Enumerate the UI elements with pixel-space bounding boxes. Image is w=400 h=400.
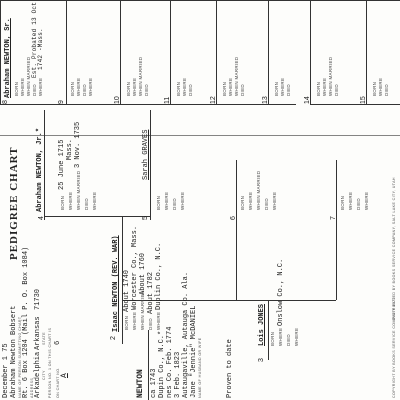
person2-number: 2	[110, 336, 117, 340]
person3-died-where-label: WHERE	[294, 327, 299, 346]
person10-line	[120, 0, 121, 105]
person1-line-5: Autaugaville, Autauga Co. Ala.	[182, 271, 190, 398]
person6-died-label: DIED	[264, 198, 269, 210]
person10-died-label: DIED	[144, 84, 149, 96]
submitter-date: December 1 75	[2, 343, 10, 398]
person5-number: 5	[142, 216, 149, 220]
person7-born-label: BORN	[340, 195, 345, 210]
person14-died-label: DIED	[334, 84, 339, 96]
person1-line-4: 3 Feb. 1823	[174, 351, 182, 398]
person9-number: 9	[58, 100, 65, 104]
chart-number-caption: PERSON NO. 1 ON THIS CHART IS	[48, 327, 52, 398]
person9-line	[66, 0, 67, 105]
copyright-note: COPYRIGHT BY BOOKS SERVICE COMPANY 1972	[392, 297, 396, 398]
person14-line	[310, 0, 311, 105]
person6-where-label: WHERE	[248, 191, 253, 210]
person3-born-label: BORN	[270, 331, 275, 346]
person1-line-3: nes Co. Feb. 1774	[166, 326, 174, 398]
person8-number: 8	[2, 100, 9, 104]
person5-name: Sarah GRAVES	[142, 129, 150, 180]
person3-number: 3	[258, 358, 265, 362]
person9-died-label: DIED	[82, 84, 87, 96]
person10-born-label: BORN	[126, 81, 131, 96]
submitter-address: Rt. 6 Box 1204 (Mail P. O. Box 1084)	[22, 246, 30, 398]
chart-number-suffix: ON CHART NO.	[56, 367, 60, 398]
person14-married-label: WHEN MARRIED	[328, 56, 333, 96]
person1-surname-text: NEWTON	[136, 369, 145, 398]
person6-born-label: BORN	[240, 195, 245, 210]
person2-died-where-label: WHERE	[156, 311, 161, 330]
person8-name: Abraham NEWTON, Sr.	[4, 18, 12, 98]
person1-line-1: ca 1743	[150, 368, 158, 398]
person9-died-where-label: WHERE	[88, 77, 93, 96]
person1-line-6: Jane "Jennie" McDANIEL	[190, 305, 198, 398]
person11-line	[170, 0, 171, 105]
person10-married-label: WHEN MARRIED	[138, 56, 143, 96]
person11-born-label: BORN	[176, 81, 181, 96]
person9-born-label: BORN	[70, 81, 75, 96]
chart-title: PEDIGREE CHART	[8, 146, 20, 260]
submitter-name: Abraham Newton Bobsert	[10, 305, 18, 398]
person2-died: About 1782	[147, 271, 155, 314]
person7-number: 7	[330, 216, 337, 220]
person4-number: 4	[38, 216, 45, 220]
person4-where-label: WHERE	[68, 191, 73, 210]
submitter-address-caption: ADDRESS	[30, 377, 34, 398]
person4-married-label: WHEN MARRIED	[76, 170, 81, 210]
person12-line	[216, 0, 217, 105]
person1-proven: Proven to date	[226, 339, 234, 398]
gen4-mid-rule	[0, 135, 400, 136]
person3-name: Lois JONES	[258, 303, 266, 346]
person4-line	[44, 110, 45, 220]
person4-died-label: DIED	[84, 198, 89, 210]
person2-married-label: WHEN MARRIED	[140, 290, 145, 330]
person8-where-label: WHERE	[20, 77, 25, 96]
chart-number: 6	[54, 340, 62, 345]
person4-name: Abraham NEWTON, Jr.*	[36, 127, 44, 212]
person15-born-label: BORN	[372, 81, 377, 96]
person8-died-where-label: WHERE	[38, 77, 43, 96]
person2-married: About 1760	[139, 252, 147, 295]
connector-12-13	[216, 104, 296, 105]
person5-where-label: WHERE	[164, 191, 169, 210]
person1-line	[148, 330, 149, 400]
person3-died-label: DIED	[286, 334, 291, 346]
person4-married: 3 Nov. 1735	[74, 121, 82, 168]
person11-number: 11	[164, 96, 171, 104]
person6-died-where-label: WHERE	[272, 191, 277, 210]
connector-4-5	[44, 216, 150, 217]
person1-line-2: Dupin Co., N.C.*	[158, 330, 166, 398]
submitter-state: Arkansas	[34, 316, 42, 350]
submitter-name-caption: NAME OF PERSON SUBMITTING CHART	[18, 316, 22, 398]
person14-number: 14	[304, 96, 311, 104]
submitter-zip: 71730	[34, 288, 42, 310]
connector-8-9	[0, 104, 120, 105]
person3-where-label: WHERE	[278, 327, 283, 346]
person1-spouse-caption: NAME OF HUSBAND OR WIFE	[198, 337, 202, 398]
person2-born: About 1740	[123, 269, 131, 312]
person4-died-where-label: WHERE	[92, 191, 97, 210]
person15-number: 15	[360, 96, 367, 104]
person11-where-label: WHERE	[182, 77, 187, 96]
person8-born-label: BORN	[14, 81, 19, 96]
person2-where: Worcester Co., Mass.	[131, 225, 139, 310]
connector-6-7	[236, 300, 336, 301]
person12-number: 12	[210, 96, 217, 104]
person2-born-label: BORN	[124, 315, 129, 330]
person10-where-label: WHERE	[132, 77, 137, 96]
submitter-city: Arkadelphia	[34, 351, 42, 398]
person2-where-label: WHERE	[132, 311, 137, 330]
connector-10-11	[120, 104, 220, 105]
person12-born-label: BORN	[222, 81, 227, 96]
person5-born-label: BORN	[156, 195, 161, 210]
person13-number: 13	[262, 96, 269, 104]
person11-died-label: DIED	[188, 84, 193, 96]
person1-surname	[136, 369, 145, 398]
person14-born-label: BORN	[316, 81, 321, 96]
connector-6-bottom	[236, 216, 237, 300]
person12-where-label: WHERE	[228, 77, 233, 96]
connector-14-15	[310, 104, 400, 105]
person8-line	[0, 0, 1, 105]
person8-note-2: 1742 -Mass.	[37, 28, 44, 70]
person2-died-label: DIED	[148, 318, 153, 330]
person2-name: Isaac NEWTON (REV. WAR)	[112, 235, 120, 332]
person8-died-label: DIED	[32, 84, 37, 96]
person5-line	[150, 110, 151, 220]
person5-died-where-label: WHERE	[180, 191, 185, 210]
gen4-top-rule	[0, 0, 400, 1]
person13-where-label: WHERE	[280, 77, 285, 96]
submitter-state-caption: STATE	[42, 331, 46, 345]
person7-died-label: DIED	[356, 198, 361, 210]
person5-died-label: DIED	[172, 198, 177, 210]
person15-where-label: WHERE	[378, 77, 383, 96]
person4-where: Mass.	[66, 138, 74, 160]
person8-married-label: WHEN MARRIED	[26, 56, 31, 96]
person12-married-label: WHEN MARRIED	[234, 56, 239, 96]
publisher-note: DISTRIBUTED BY BOOKS SERVICE COMPANY, SALT LAKE CITY, UTAH	[392, 177, 396, 320]
person15-line	[366, 0, 367, 105]
person13-born-label: BORN	[274, 81, 279, 96]
submitter-city-caption: CITY	[42, 370, 46, 380]
person7-where-label: WHERE	[348, 191, 353, 210]
person7-line	[336, 160, 337, 300]
person13-line	[268, 0, 269, 105]
person14-where-label: WHERE	[322, 77, 327, 96]
person9-where-label: WHERE	[76, 77, 81, 96]
person8-note-1: Est. Probated 13 Oct	[31, 1, 38, 78]
person3-where: Onslow Co., N.C.	[277, 258, 285, 326]
person3-line	[268, 300, 269, 360]
person15-died-label: DIED	[384, 84, 389, 96]
chart-reference: A	[60, 373, 69, 378]
person13-died-label: DIED	[286, 84, 291, 96]
person2-died-where: Duplin Co., N.C.	[155, 242, 163, 310]
person4-born-label: BORN	[60, 195, 65, 210]
person6-number: 6	[230, 216, 237, 220]
person6-married-label: WHEN MARRIED	[256, 170, 261, 210]
person7-died-where-label: WHERE	[364, 191, 369, 210]
person4-born: 25 June 1715	[58, 139, 66, 190]
person12-died-label: DIED	[240, 84, 245, 96]
person10-number: 10	[114, 96, 121, 104]
